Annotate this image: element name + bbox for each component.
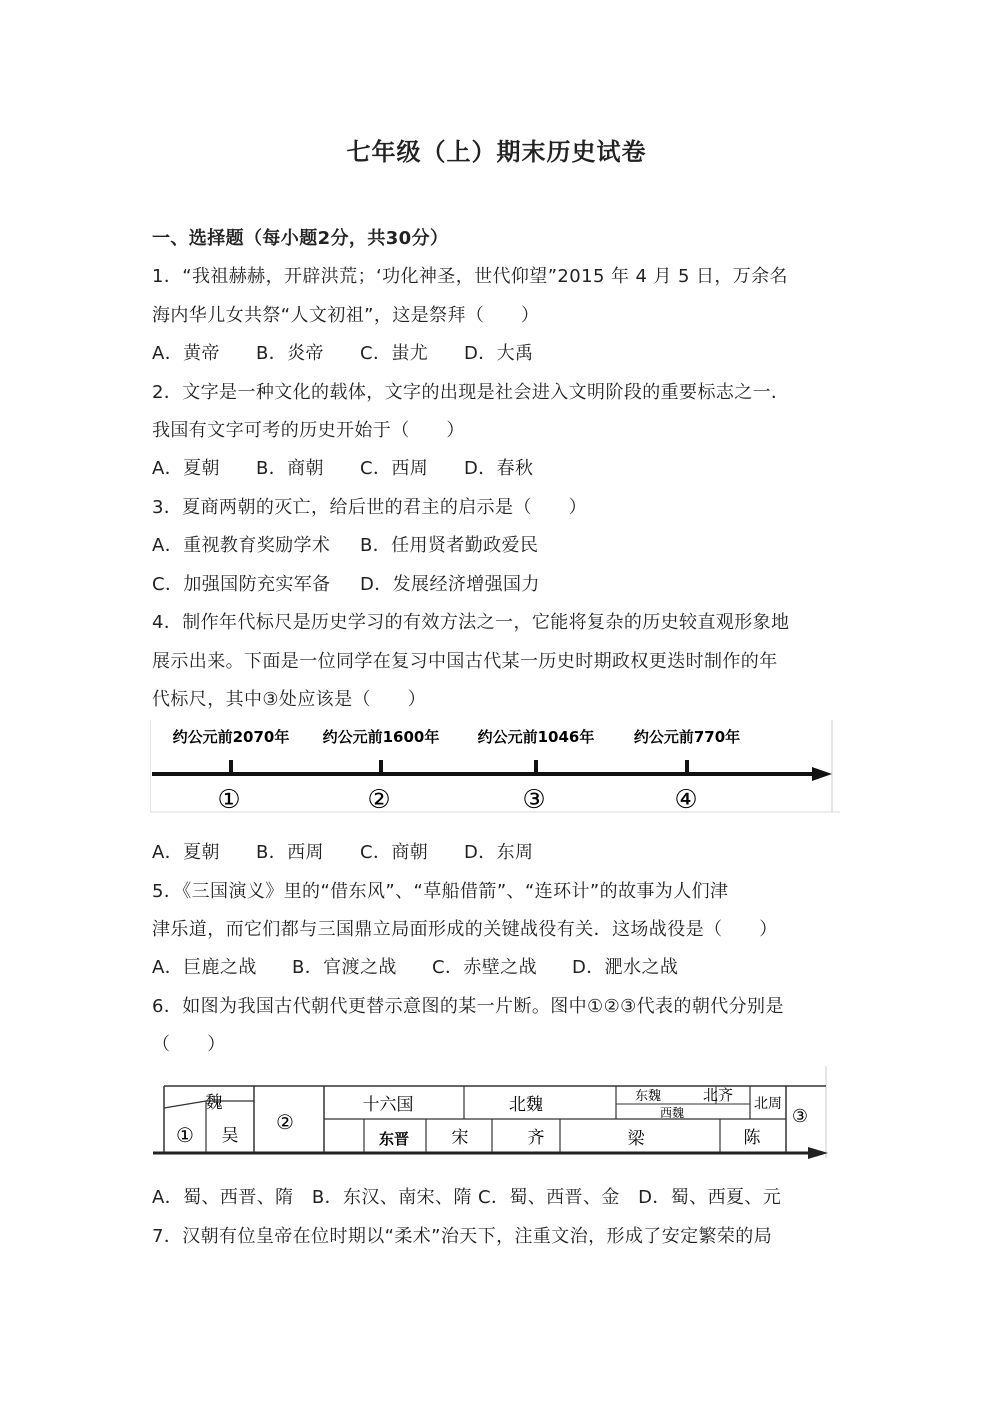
option-c: C．西周 bbox=[360, 458, 429, 479]
marker-3: ③ bbox=[522, 785, 546, 815]
section-heading: 一、选择题（每小题2分，共30分） bbox=[152, 228, 449, 249]
tick-label-1: 约公元前2070年 bbox=[172, 728, 290, 746]
label-beizhou: 北周 bbox=[754, 1096, 782, 1112]
marker-1: ① bbox=[217, 785, 241, 815]
question-4-line-1: 4．制作年代标尺是历史学习的有效方法之一，它能将复杂的历史较直观形象地 bbox=[152, 612, 790, 633]
label-xiwei: 西魏 bbox=[659, 1106, 685, 1120]
label-chen: 陈 bbox=[743, 1128, 761, 1148]
question-2-options bbox=[152, 456, 533, 482]
question-4-line-2: 展示出来。下面是一位同学在复习中国古代某一历史时期政权更迭时制作的年 bbox=[152, 651, 778, 672]
option-c: C．商朝 bbox=[360, 842, 429, 863]
question-6-line-1: 6．如图为我国古代朝代更替示意图的某一片断。图中①②③代表的朝代分别是 bbox=[152, 996, 784, 1017]
label-shiliuguo: 十六国 bbox=[362, 1095, 414, 1115]
label-dongwei: 东魏 bbox=[634, 1089, 662, 1104]
label-beiqi: 北齐 bbox=[702, 1086, 734, 1104]
marker-4: ④ bbox=[674, 785, 698, 815]
question-5-line-1: 5．《三国演义》里的“借东风”、“草船借箭”、“连环计”的故事为人们津 bbox=[152, 881, 729, 902]
question-4-line-3: 代标尺，其中③处应该是（ ） bbox=[152, 689, 427, 710]
label-liang: 梁 bbox=[627, 1129, 645, 1149]
option-c: C．赤壁之战 bbox=[432, 957, 537, 978]
option-b: B．官渡之战 bbox=[292, 957, 397, 978]
label-circle-3: ③ bbox=[791, 1106, 809, 1127]
label-dongjin: 东晋 bbox=[378, 1130, 410, 1148]
question-6-options: A．蜀、西晋、隋 B．东汉、南宋、隋 C．蜀、西晋、金 D．蜀、西夏、元 bbox=[152, 1187, 782, 1208]
question-1-line-1: 1．“我祖赫赫，开辟洪荒；‘功化神圣，世代仰望”2015 年 4 月 5 日，万余名 bbox=[152, 266, 788, 287]
option-a: A．夏朝 bbox=[152, 458, 220, 479]
question-2-line-2: 我国有文字可考的历史开始于（ ） bbox=[152, 420, 465, 441]
option-d: D．发展经济增强国力 bbox=[360, 574, 540, 595]
question-1-line-2: 海内华儿女共祭“人文初祖”，这是祭拜（ ） bbox=[152, 305, 540, 326]
option-a: A．黄帝 bbox=[152, 343, 220, 364]
question-7-line-1: 7．汉朝有位皇帝在位时期以“柔术”治天下，注重文治，形成了安定繁荣的局 bbox=[152, 1226, 773, 1247]
option-a: A．巨鹿之战 bbox=[152, 957, 257, 978]
label-circle-2: ② bbox=[276, 1110, 294, 1134]
question-5-line-2: 津乐道，而它们都与三国鼎立局面形成的关键战役有关．这场战役是（ ） bbox=[152, 919, 778, 940]
option-a: A．夏朝 bbox=[152, 842, 220, 863]
question-6-line-2: （ ） bbox=[152, 1034, 226, 1055]
question-1-options bbox=[152, 341, 533, 367]
option-b: B．炎帝 bbox=[256, 343, 324, 364]
question-3-line-1: 3．夏商两朝的灭亡，给后世的君主的启示是（ ） bbox=[152, 497, 588, 518]
tick-label-3: 约公元前1046年 bbox=[477, 728, 595, 746]
option-b: B．任用贤者勤政爱民 bbox=[360, 535, 539, 556]
option-d: D．淝水之战 bbox=[572, 957, 679, 978]
dynasty-diagram bbox=[150, 1066, 832, 1162]
label-wei: 魏 bbox=[205, 1093, 223, 1113]
label-circle-1: ① bbox=[176, 1123, 194, 1147]
label-wu: 吴 bbox=[221, 1126, 239, 1146]
marker-2: ② bbox=[367, 785, 391, 815]
question-4-options bbox=[152, 840, 533, 866]
question-3-options-row-2 bbox=[152, 572, 540, 598]
label-song: 宋 bbox=[451, 1128, 469, 1148]
label-beiwei: 北魏 bbox=[509, 1095, 543, 1115]
option-d: D．大禹 bbox=[464, 343, 534, 364]
option-a: A．重视教育奖励学术 bbox=[152, 535, 331, 556]
tick-label-4: 约公元前770年 bbox=[633, 728, 741, 746]
question-2-line-1: 2．文字是一种文化的载体，文字的出现是社会进入文明阶段的重要标志之一． bbox=[152, 382, 790, 403]
page-title: 七年级（上）期末历史试卷 bbox=[346, 137, 647, 166]
arrow-head bbox=[812, 767, 832, 781]
diagram-arrow-head bbox=[808, 1147, 828, 1159]
option-b: B．西周 bbox=[256, 842, 324, 863]
option-d: D．春秋 bbox=[464, 458, 534, 479]
timeline-figure bbox=[150, 720, 840, 815]
question-3-options-row-1 bbox=[152, 533, 538, 559]
option-b: B．商朝 bbox=[256, 458, 324, 479]
question-5-options bbox=[152, 955, 678, 981]
tick-label-2: 约公元前1600年 bbox=[322, 728, 440, 746]
option-c: C．蚩尤 bbox=[360, 343, 429, 364]
option-d: D．东周 bbox=[464, 842, 534, 863]
label-qi: 齐 bbox=[527, 1128, 545, 1148]
option-c: C．加强国防充实军备 bbox=[152, 574, 331, 595]
